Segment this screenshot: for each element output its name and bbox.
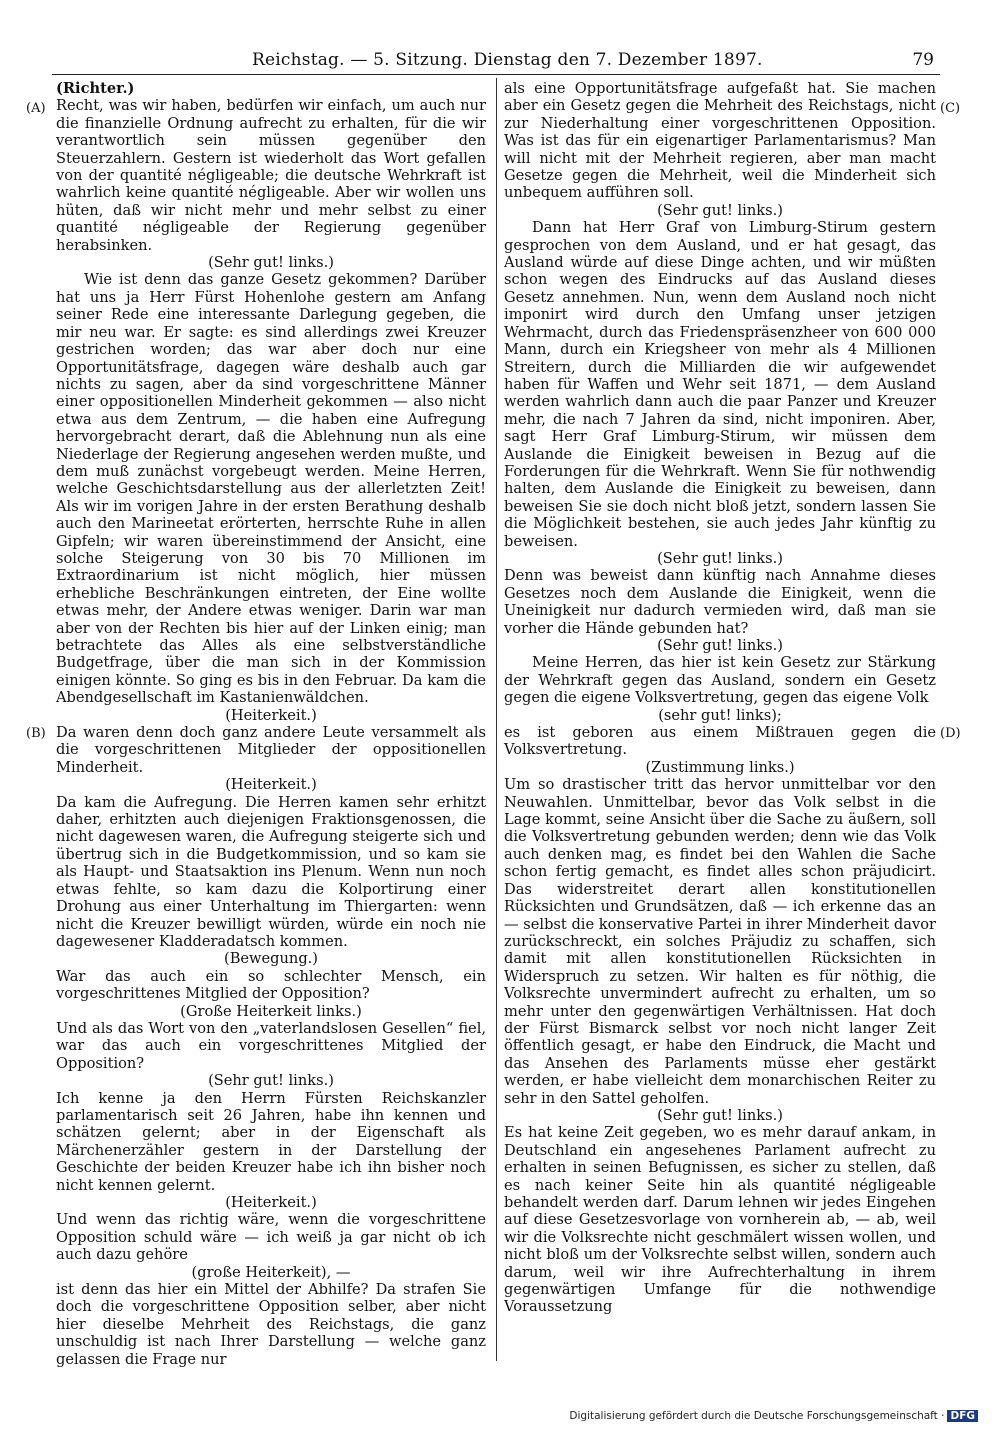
paragraph: Wie ist denn das ganze Gesetz gekommen? Darüber hat uns ja Herr Fürst Hohenlohe gestern am Anfang seiner Rede eine interessante Darlegung gegeben, die mir neu war. Er sagte: es sind allerdings zwei Kreuzer gestrichen worden; das war aber doch nur eine Opportunitätsfrage, dagegen wäre deshalb auch gar nichts zu sagen, aber da sind vorgeschrittene Männer einer oppositionellen Minderheit gekommen — also nicht etwa aus dem Zentrum, — die haben eine Aufregung hervorgebracht derart, daß die Ablehnung nun als eine Niederlage der Regierung angesehen werden mußte, und dem muß zunächst vorgebeugt werden. Meine Herren, welche Geschichtsdarstellung aus der allerletzten Zeit! Als wir im vorigen Jahre in der ersten Berathung deshalb auch den Marineetat erörterten, herrschte Ruhe in allen Gipfeln; wir waren übereinstimmend der Ansicht, eine solche Steigerung von 30 bis 70 Millionen im Extraordinarium ist nicht möglich, hier müssen erhebliche Beschränkungen eintreten, der Eine wollte etwas mehr, der Andere etwas weniger. Darin war man aber von der Rechten bis hier auf der Linken einig; man betrachtete das Alles als eine selbstverständliche Budgetfrage, über die man sich in der Kommission einigen könnte. So ging es bis in den Februar. Da kam die Abendgesellschaft im Kastanienwäldchen. xyxy=(56,271,486,707)
interjection: (Große Heiterkeit links.) xyxy=(180,1002,362,1020)
footer-credit xyxy=(569,1410,978,1422)
speaker-name: (Richter.) xyxy=(56,80,135,97)
paragraph: Und wenn das richtig wäre, wenn die vorgeschrittene Opposition schuld wäre — ich weiß ja gar nicht ob ich auch dazu gehöre xyxy=(56,1211,486,1264)
margin-marker-b: (B) xyxy=(26,726,46,741)
interjection: (Sehr gut! links.) xyxy=(657,549,783,567)
interjection: (Sehr gut! links.) xyxy=(657,1106,783,1124)
dfg-logo: DFG xyxy=(947,1410,978,1422)
footer-text: Digitalisierung gefördert durch die Deutsche Forschungsgemeinschaft · xyxy=(569,1410,945,1422)
interjection: (Sehr gut! links.) xyxy=(657,201,783,219)
paragraph: War das auch ein so schlechter Mensch, ein vorgeschrittenes Mitglied der Opposition? xyxy=(56,967,486,1003)
interjection: (Bewegung.) xyxy=(224,950,318,968)
paragraph: als eine Opportunitätsfrage aufgefaßt hat. Sie machen aber ein Gesetz gegen die Mehrheit des Reichstags, nicht zur Niederhaltung einer vorgeschrittenen Opposition. Was ist das für ein eigenartiger Parlamentarismus? Man will nicht mit der Mehrheit regieren, aber man macht Gesetze gegen die Mehrheit, weil die Minderheit sich unbequem aufführen soll. xyxy=(504,80,936,202)
interjection: (Sehr gut! links.) xyxy=(208,1072,334,1090)
paragraph: Da waren denn doch ganz andere Leute versammelt als die vorgeschrittenen Mitglieder der oppositionellen Minderheit. xyxy=(56,724,486,776)
page-header xyxy=(52,50,940,74)
interjection: (Heiterkeit.) xyxy=(225,1194,317,1211)
paragraph: ist denn das hier ein Mittel der Abhilfe? Da strafen Sie doch die vorgeschrittene Opposition selber, aber nicht hier dieselbe Mehrheit des Reichstags, die ganz unschuldig ist nach Ihrer Darstellung — welche ganz gelassen die Frage nur xyxy=(56,1281,486,1368)
page-number: 79 xyxy=(912,50,934,70)
interjection: (sehr gut! links); xyxy=(658,706,782,724)
paragraph: es ist geboren aus einem Mißtrauen gegen die Volksvertretung. xyxy=(504,724,936,759)
margin-marker-a: (A) xyxy=(26,101,46,116)
column-divider xyxy=(496,78,497,1361)
interjection: (Sehr gut! links.) xyxy=(208,254,334,272)
paragraph: Es hat keine Zeit gegeben, wo es mehr darauf ankam, in Deutschland ein angesehenes Parlament aufrecht zu erhalten in seinen Befugnissen, es sicher zu stellen, daß es nach keiner Seite hin als quantité négligeable behandelt werden darf. Darum lehnen wir jedes Eingehen auf diese Gesetzesvorlage von vornherein ab, — ab, weil wir die Volksrechte nicht geschmälert wissen wollen, und nicht bloß um der Volksrechte selbst willen, sondern auch darum, weil wir ihre Aufrechterhaltung in ihrem gegenwärtigen Umfange für die nothwendige Voraussetzung xyxy=(504,1124,936,1316)
interjection: (Zustimmung links.) xyxy=(645,758,795,776)
paragraph: Und als das Wort von den „vaterlandslosen Gesellen“ fiel, war das auch ein vorgeschrittenes Mitglied der Opposition? xyxy=(56,1019,486,1072)
paragraph: Ich kenne ja den Herrn Fürsten Reichskanzler parlamentarisch seit 26 Jahren, habe ihn kennen und schätzen gelernt; aber in der Eigenschaft als Märchenerzähler gestern in der Darstellung der Geschichte der beiden Kreuzer habe ich ihn bisher noch nicht kennen gelernt. xyxy=(56,1089,486,1194)
interjection: (Heiterkeit.) xyxy=(225,706,317,724)
interjection: (Heiterkeit.) xyxy=(225,776,317,794)
paragraph: Denn was beweist dann künftig nach Annahme dieses Gesetzes noch dem Auslande die Einigkeit, wenn die Uneinigkeit nur dadurch vermieden wird, daß man sie vorher die Hände gebunden hat? xyxy=(504,567,936,637)
margin-marker-d: (D) xyxy=(940,726,961,741)
header-rule xyxy=(52,74,940,75)
paragraph: Da kam die Aufregung. Die Herren kamen sehr erhitzt daher, erhitzten auch diejenigen Fraktionsgenossen, die nicht dagewesen waren, die Aufregung steigerte sich und übertrug sich in die Budgetkommission, und so kam sie als Haupt- und Staatsaktion ins Plenum. Wenn nun noch etwas fehlte, so kam dazu die Kolportirung einer Drohung aus einer Unterhaltung im Thiergarten: wenn nicht die Kreuzer bewilligt würden, würde ein noch nie dagewesener Kladderadatsch kommen. xyxy=(56,793,486,950)
paragraph: Meine Herren, das hier ist kein Gesetz zur Stärkung der Wehrkraft gegen das Ausland, sondern ein Gesetz gegen die eigene Volksvertretung, gegen das eigene Volk xyxy=(504,654,936,707)
paragraph: Dann hat Herr Graf von Limburg-Stirum gestern gesprochen von dem Ausland, und er hat gesagt, das Ausland würde auf diese Dinge achten, und wir müßten schon wegen des Eindrucks auf das Ausland dieses Gesetz annehmen. Nun, wenn dem Ausland noch nicht imponirt wird durch den Umfang unser jetzigen Wehrmacht, durch das Friedenspräsenzheer von 600 000 Mann, durch ein Kriegsheer von mehr als 4 Millionen Streitern, durch die Milliarden die wir aufgewendet haben für Waffen und Wehr seit 1871, — dem Ausland werden wahrlich dann auch die paar Panzer und Kreuzer mehr, die nach 7 Jahren da sind, nicht imponiren. Aber, sagt Herr Graf Limburg-Stirum, wir müssen dem Auslande die Einigkeit beweisen in Bezug auf die Forderungen für die Wehrkraft. Wenn Sie für nothwendig halten, dem Auslande die Einigkeit zu beweisen, dann beweisen Sie sie doch nicht bloß jetzt, sondern lassen Sie die Möglichkeit bestehen, sie auch jedes Jahr künftig zu beweisen. xyxy=(504,219,936,550)
right-column xyxy=(504,80,936,1316)
interjection: (große Heiterkeit), — xyxy=(191,1263,351,1281)
interjection: (Sehr gut! links.) xyxy=(657,637,783,654)
paragraph: Recht, was wir haben, bedürfen wir einfach, um auch nur die finanzielle Ordnung aufrecht zu erhalten, für die wir verantwortlich sein müssen gegenüber den Steuerzahlern. Gestern ist wiederholt das Wort gefallen von der quantité négligeable; die deutsche Wehrkraft ist wahrlich keine quantité négligeable. Aber wir wollen uns hüten, daß wir nicht mehr und mehr selbst zu einer quantité négligeable der Regierung gegenüber herabsinken. xyxy=(56,97,486,254)
left-column xyxy=(56,80,486,1368)
margin-marker-c: (C) xyxy=(940,101,961,116)
paragraph: Um so drastischer tritt das hervor unmittelbar vor den Neuwahlen. Unmittelbar, bevor das Volk selbst in die Lage kommt, seine Ansicht über die Sache zu äußern, soll die Volksvertretung gebunden werden; denn wie das Volk auch denken mag, es findet bei den Wahlen die Sache schon fertig gemacht, es findet alles schon präjudicirt. Das widerstreitet derart allen konstitutionellen Rücksichten und Grundsätzen, daß — ich erkenne das an — selbst die konservative Partei in ihrer Minderheit davor zurückschreckt, ein solches Präjudiz zu schaffen, sich damit mit allen konstitutionellen Rücksichten in Widerspruch zu setzen. Wir halten es für nöthig, die Volksrechte unvermindert aufrecht zu erhalten, um so mehr unter den gegenwärtigen Verhältnissen. Hat doch der Fürst Bismarck selbst vor noch nicht langer Zeit öffentlich gesagt, er habe den Eindruck, die Macht und das Ansehen des Parlaments müsse eher gestärkt werden, er habe vielleicht dem monarchischen Reiter zu sehr in den Sattel geholfen. xyxy=(504,776,936,1107)
header-title: Reichstag. — 5. Sitzung. Dienstag den 7. Dezember 1897. xyxy=(252,50,763,70)
